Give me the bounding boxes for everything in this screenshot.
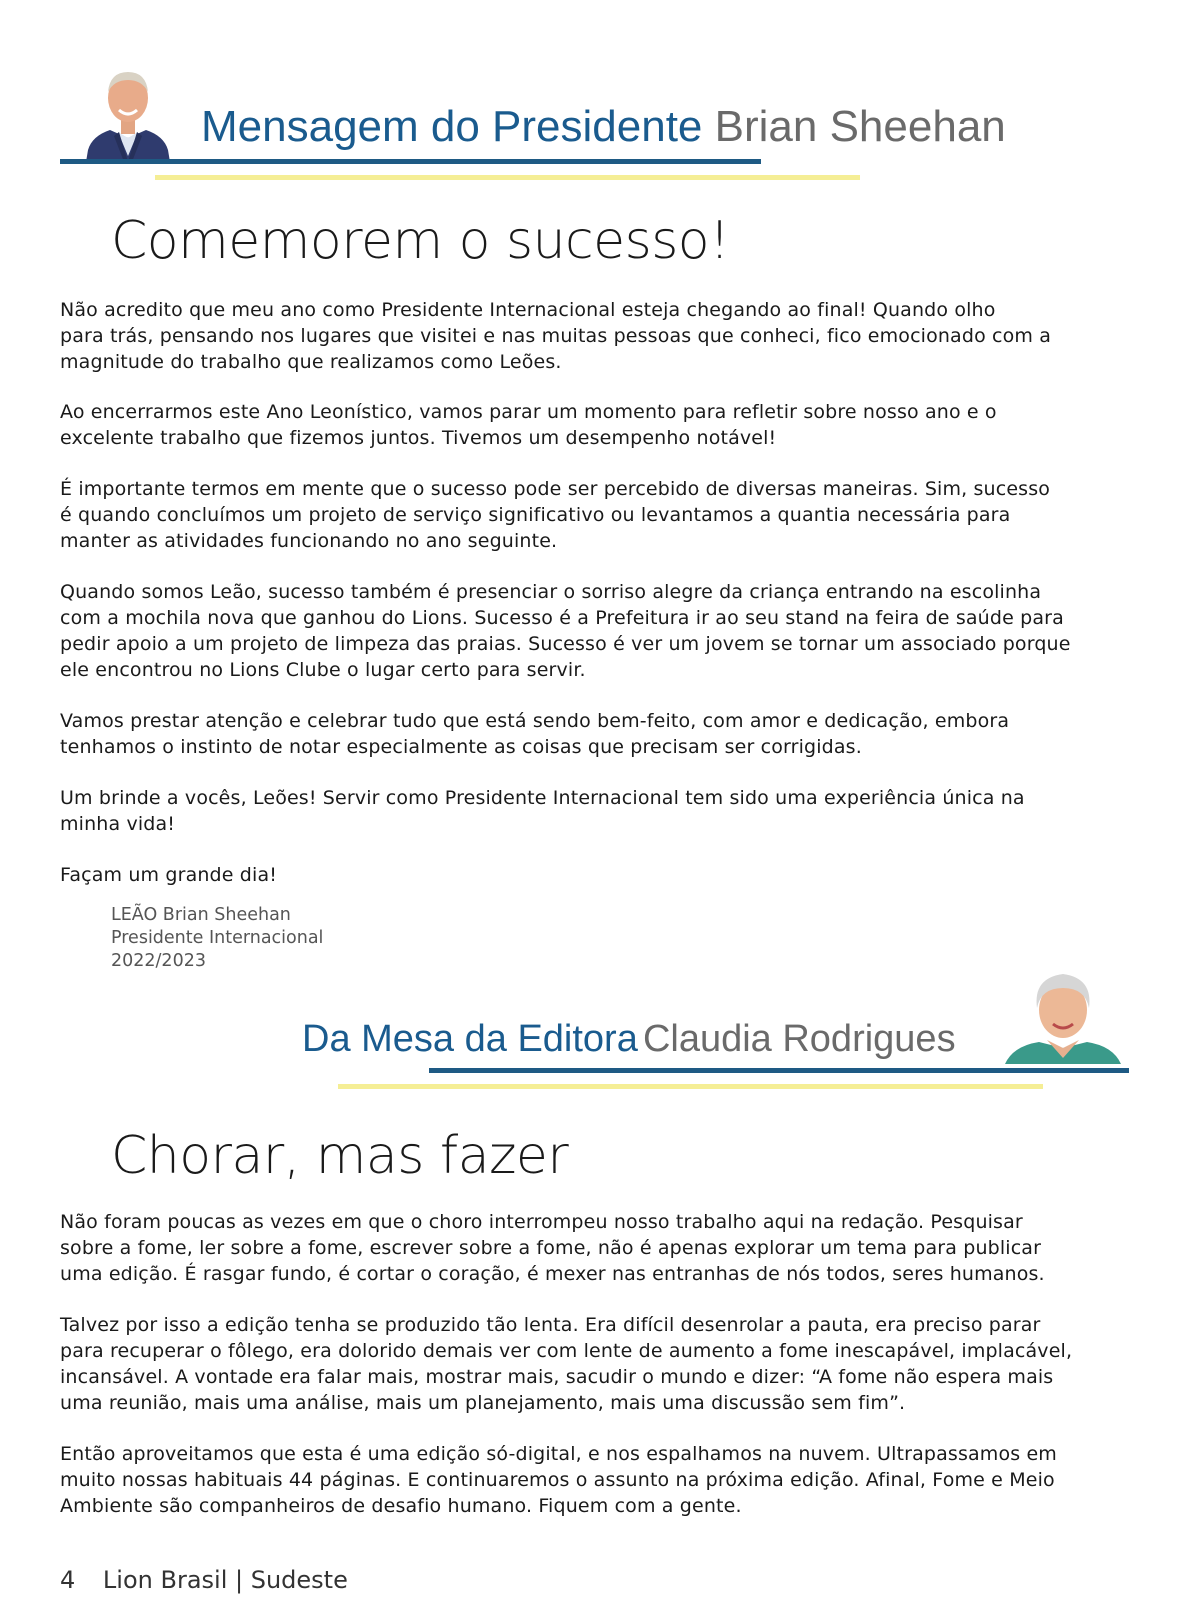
president-paragraph: Façam um grande dia! bbox=[60, 864, 278, 886]
president-article-title: Comemorem o sucesso! bbox=[111, 211, 730, 271]
editor-header-label: Da Mesa da Editora bbox=[302, 1018, 638, 1060]
president-paragraph: Ao encerrarmos este Ano Leonístico, vamos parar um momento para refletir sobre nosso ano e o excelente trabalho que fizemos juntos. Tivemos um desempenho notável! bbox=[60, 401, 997, 449]
editor-paragraph: Não foram poucas as vezes em que o choro interrompeu nosso trabalho aqui na redação. Pesquisar sobre a fome, ler sobre a fome, escrever sobre a fome, não é apenas explorar um tema para publicar uma edição. É rasgar fundo, é cortar o coração, é mexer nas entranhas de nós todos, seres humanos. bbox=[60, 1211, 1045, 1285]
president-paragraph: Quando somos Leão, sucesso também é presenciar o sorriso alegre da criança entrando na escolinha com a mochila nova que ganhou do Lions. Sucesso é a Prefeitura ir ao seu stand na feira de saúde para pedir apoio a um projeto de limpeza das praias. Sucesso é ver um jovem se tornar um associado porque ele encontrou no Lions Clube o lugar certo para servir. bbox=[60, 581, 1071, 681]
president-paragraph: É importante termos em mente que o sucesso pode ser percebido de diversas maneiras. Sim, sucesso é quando concluímos um projeto de serviço significativo ou levantamos a quantia necessária para manter as atividades funcionando no ano seguinte. bbox=[60, 478, 1051, 552]
editor-desk-header bbox=[302, 1020, 956, 1058]
president-paragraph: Um brinde a vocês, Leões! Servir como Presidente Internacional tem sido uma experiência única na minha vida! bbox=[60, 787, 1025, 835]
signature-name: LEÃO Brian Sheehan bbox=[111, 905, 291, 925]
president-paragraph: Vamos prestar atenção e celebrar tudo que está sendo bem-feito, com amor e dedicação, embora tenhamos o instinto de notar especialmente as coisas que precisam ser corrigidas. bbox=[60, 710, 1010, 758]
signature-role: Presidente Internacional bbox=[111, 928, 324, 948]
editor-article-title: Chorar, mas fazer bbox=[111, 1126, 569, 1186]
president-message-header bbox=[201, 102, 1006, 151]
editor-header-name: Claudia Rodrigues bbox=[642, 1018, 956, 1060]
page-number: 4 bbox=[60, 1566, 76, 1594]
president-header-divider-yellow bbox=[155, 175, 860, 180]
editor-header-divider-blue bbox=[429, 1068, 1129, 1073]
president-photo bbox=[78, 58, 178, 162]
editor-paragraph: Então aproveitamos que esta é uma edição só-digital, e nos espalhamos na nuvem. Ultrapassamos em muito nossas habituais 44 páginas. E continuaremos o assunto na próxima edição. Afinal, Fome e Meio Ambiente são companheiros de desafio humano. Fiquem com a gente. bbox=[60, 1443, 1057, 1517]
president-header-label: Mensagem do Presidente bbox=[201, 102, 703, 151]
page-footer bbox=[60, 1566, 348, 1594]
president-header-name: Brian Sheehan bbox=[714, 102, 1006, 151]
president-header-divider-blue bbox=[60, 159, 761, 164]
editor-paragraph: Talvez por isso a edição tenha se produzido tão lenta. Era difícil desenrolar a pauta, era preciso parar para recuperar o fôlego, era dolorido demais ver com lente de aumento a fome inescapável, implacável, incansável. A vontade era falar mais, mostrar mais, sacudir o mundo e dizer: “A fome não espera mais uma reunião, mais uma análise, mais um planejamento, mais uma discussão sem fim”. bbox=[60, 1314, 1073, 1414]
president-paragraph: Não acredito que meu ano como Presidente Internacional esteja chegando ao final! Quando olho para trás, pensando nos lugares que visitei e nas muitas pessoas que conheci, fico emocionado com a magnitude do trabalho que realizamos como Leões. bbox=[60, 299, 1052, 373]
editor-header-divider-yellow bbox=[338, 1084, 1043, 1089]
editor-photo bbox=[1003, 962, 1123, 1064]
signature-term: 2022/2023 bbox=[111, 951, 206, 971]
publication-name: Lion Brasil | Sudeste bbox=[102, 1566, 348, 1594]
